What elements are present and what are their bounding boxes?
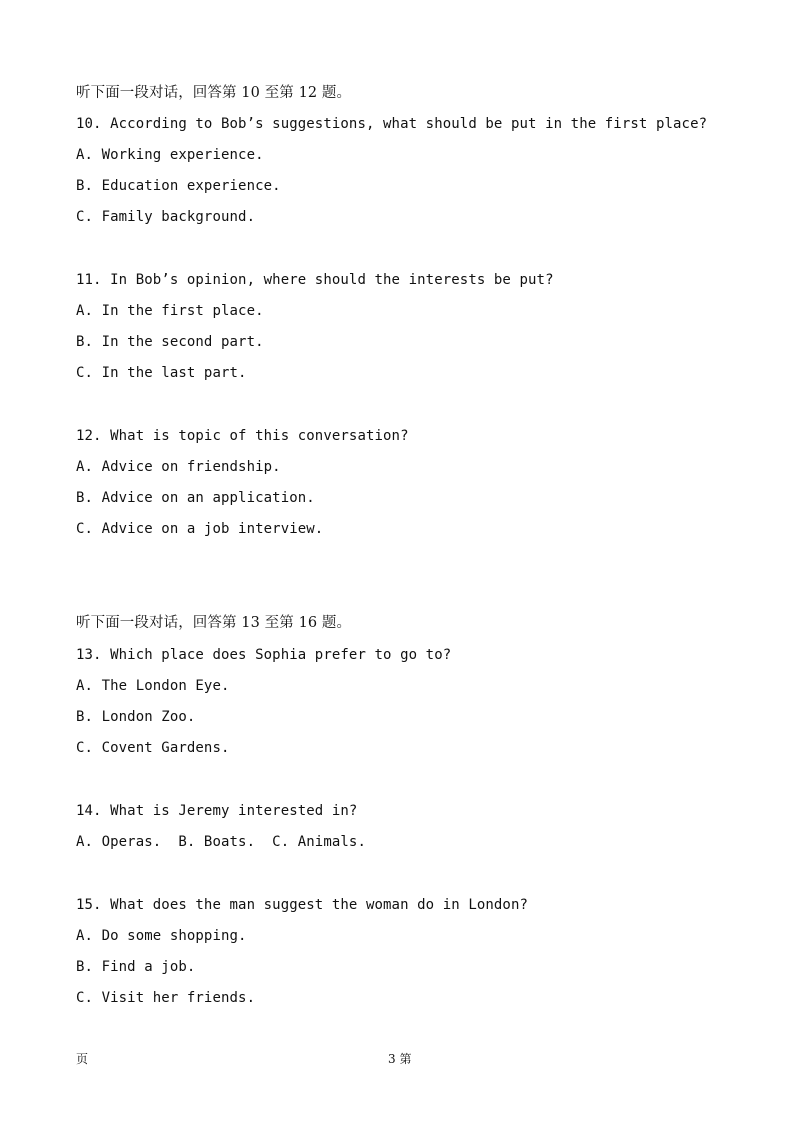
question-text: 14. What is Jeremy interested in? [76,803,358,819]
question-text: 13. Which place does Sophia prefer to go to? [76,647,452,663]
answer-option: B. Advice on an application. [76,490,315,506]
answer-option: C. Family background. [76,209,256,225]
question-text: 12. What is topic of this conversation? [76,428,409,444]
answer-option: B. Education experience. [76,178,281,194]
answer-option: A. Advice on friendship. [76,459,281,475]
answer-option: B. In the second part. [76,334,264,350]
footer-left: 页 [76,1052,89,1066]
answer-option: B. Find a job. [76,959,196,975]
answer-option: A. The London Eye. [76,678,230,694]
answer-option: C. Advice on a job interview. [76,521,324,537]
answer-option: C. In the last part. [76,365,247,381]
question-text: 11. In Bob’s opinion, where should the interests be put? [76,272,554,288]
section-heading: 听下面一段对话，回答第 10 至第 12 题。 [76,85,352,101]
answer-options-inline: A. Operas. B. Boats. C. Animals. [76,834,366,850]
question-text: 15. What does the man suggest the woman do in London? [76,897,529,913]
answer-option: A. Working experience. [76,147,264,163]
answer-option: C. Visit her friends. [76,990,256,1006]
section-heading: 听下面一段对话，回答第 13 至第 16 题。 [76,615,352,631]
answer-option: C. Covent Gardens. [76,740,230,756]
answer-option: A. Do some shopping. [76,928,247,944]
page-number: 3 第 [388,1052,412,1066]
question-text: 10. According to Bob’s suggestions, what should be put in the first place? [76,116,708,132]
answer-option: B. London Zoo. [76,709,196,725]
answer-option: A. In the first place. [76,303,264,319]
